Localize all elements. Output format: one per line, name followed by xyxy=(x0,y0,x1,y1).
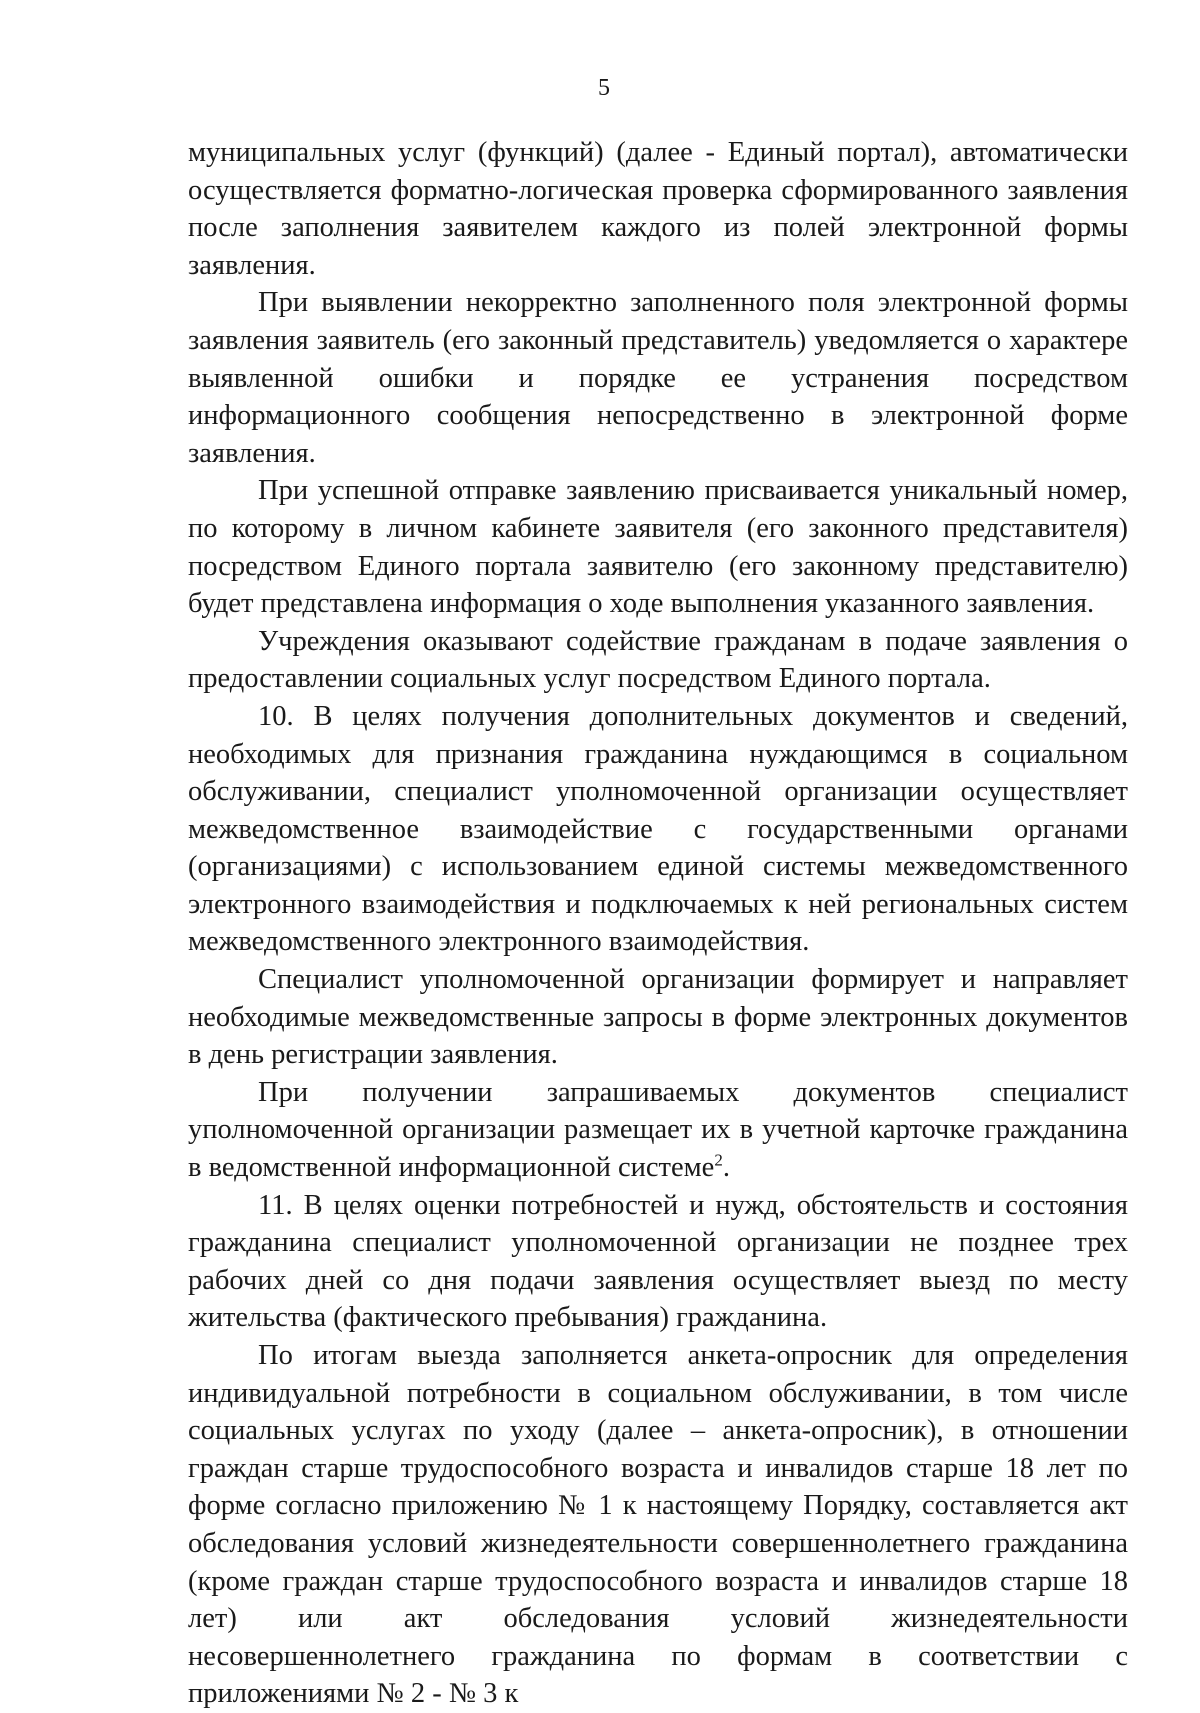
document-body xyxy=(188,134,1128,1713)
paragraph xyxy=(188,698,1128,961)
paragraph xyxy=(188,1337,1128,1713)
paragraph-text: При получении запрашиваемых документов специалист уполномоченной организации размещает их в учетной карточке гражданина в ведомственной информационной системе xyxy=(188,1076,1128,1184)
paragraph-text-end: . xyxy=(722,1152,730,1184)
paragraph-text: Учреждения оказывают содействие гражданам в подаче заявления о предоставлении социальных услуг посредством Единого портала. xyxy=(188,625,1128,695)
paragraph-text: При выявлении некорректно заполненного поля электронной формы заявления заявитель (его законный представитель) уведомляется о характере выявленной ошибки и порядке ее устранения посредством информационного сообщения непосредственно в электронной форме заявления. xyxy=(188,287,1128,469)
paragraph xyxy=(188,961,1128,1074)
paragraph-text: По итогам выезда заполняется анкета-опросник для определения индивидуальной потребности в социальном обслуживании, в том числе социальных услугах по уходу (далее – анкета-опросник), в отношении граждан старше трудоспособного возраста и инвалидов старше 18 лет по форме согласно приложению № 1 к настоящему Порядку, составляется акт обследования условий жизнедеятельности совершеннолетнего гражданина (кроме граждан старше трудоспособного возраста и инвалидов старше 18 лет) или акт обследования условий жизнедеятельности несовершеннолетнего гражданина по формам в соответствии с приложениями № 2 - № 3 к xyxy=(188,1340,1128,1710)
paragraph xyxy=(188,472,1128,622)
paragraph xyxy=(188,284,1128,472)
footnote-marker: 2 xyxy=(714,1150,723,1170)
paragraph xyxy=(188,1187,1128,1337)
paragraph-text: 11. В целях оценки потребностей и нужд, обстоятельств и состояния гражданина специалист уполномоченной организации не позднее трех рабочих дней со дня подачи заявления осуществляет выезд по месту жительства (фактического пребывания) гражданина. xyxy=(188,1189,1128,1334)
paragraph-text: Специалист уполномоченной организации формирует и направляет необходимые межведомственные запросы в форме электронных документов в день регистрации заявления. xyxy=(188,964,1128,1071)
paragraph xyxy=(188,623,1128,698)
paragraph-text: 10. В целях получения дополнительных документов и сведений, необходимых для признания гражданина нуждающимся в социальном обслуживании, специалист уполномоченной организации осуществляет межведомственное взаимодействие с государственными органами (организациями) с использованием единой системы межведомственного электронного взаимодействия и подключаемых к ней региональных систем межведомственного электронного взаимодействия. xyxy=(188,700,1128,958)
paragraph xyxy=(188,1074,1128,1187)
paragraph xyxy=(188,134,1128,284)
page-number: 5 xyxy=(598,75,610,101)
paragraph-text: муниципальных услуг (функций) (далее - Единый портал), автоматически осуществляется форматно-логическая проверка сформированного заявления после заполнения заявителем каждого из полей электронной формы заявления. xyxy=(188,137,1128,281)
paragraph-text: При успешной отправке заявлению присваивается уникальный номер, по которому в личном кабинете заявителя (его законного представителя) посредством Единого портала заявителю (его законному представителю) будет представлена информация о ходе выполнения указанного заявления. xyxy=(188,475,1128,620)
